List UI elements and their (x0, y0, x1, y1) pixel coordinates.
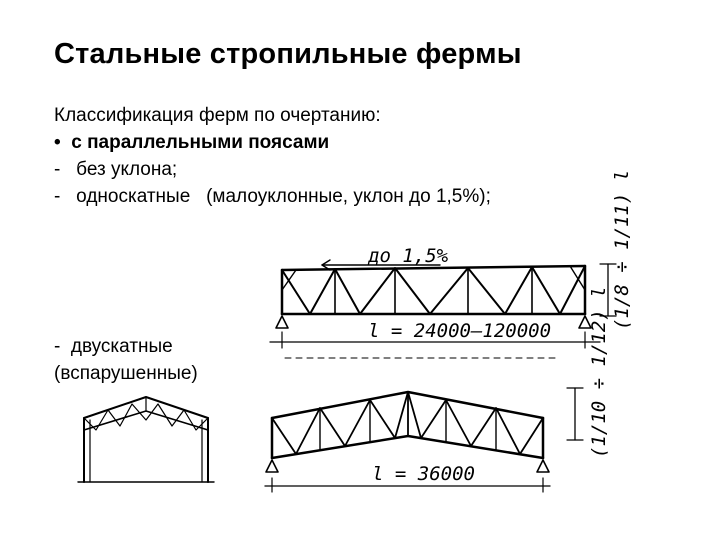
list-item-single-pitch: - односкатные (малоуклонные, уклон до 1,5%); (54, 186, 491, 207)
gable-note: - двускатные (вспарушенные) (54, 336, 198, 384)
classification-intro: Классификация ферм по очертанию: (54, 105, 381, 126)
gable-truss-span-label: l = 36000 (372, 463, 475, 485)
list-item-no-slope: - без уклона; (54, 159, 178, 180)
gable-truss-height-ratio: (1/10 ÷ 1/12) l (588, 286, 610, 458)
flat-truss-span-label: l = 24000–120000 (368, 320, 552, 342)
flat-truss-drawing (270, 260, 616, 358)
flat-truss-slope-label: до 1,5% (368, 245, 449, 267)
page-title: Стальные стропильные фермы (54, 38, 522, 70)
frame-sketch (78, 397, 214, 482)
list-item-parallel: • с параллельными поясами (54, 132, 330, 153)
flat-truss-height-ratio: (1/8 ÷ 1/11) l (611, 169, 633, 330)
